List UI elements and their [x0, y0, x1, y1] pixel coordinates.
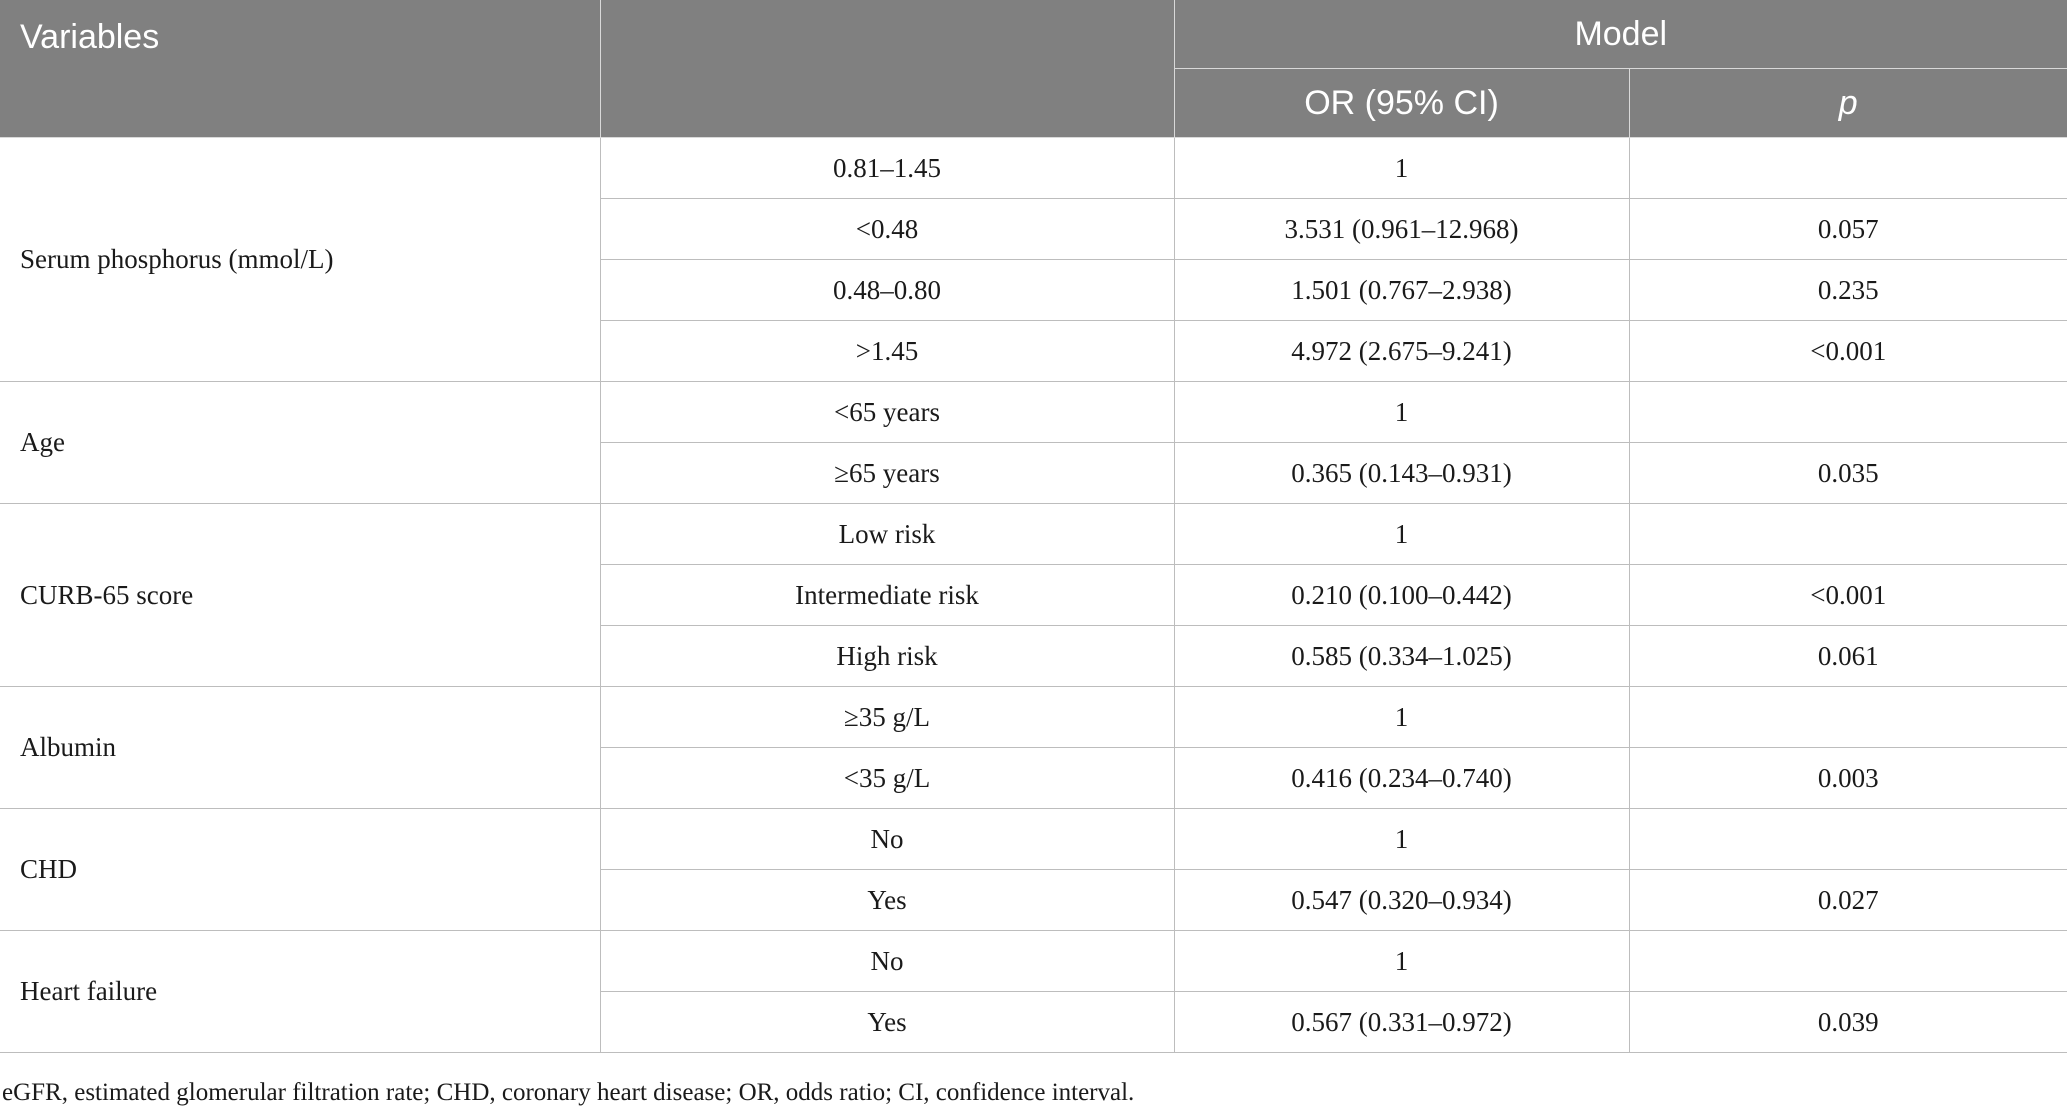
level-cell: >1.45 — [600, 321, 1174, 382]
level-cell: No — [600, 809, 1174, 870]
level-cell: No — [600, 931, 1174, 992]
p-value-cell: 0.035 — [1629, 443, 2067, 504]
level-cell: Intermediate risk — [600, 565, 1174, 626]
or-ci-cell: 1 — [1174, 504, 1629, 565]
or-ci-cell: 1 — [1174, 382, 1629, 443]
or-ci-cell: 0.547 (0.320–0.934) — [1174, 870, 1629, 931]
level-cell: <0.48 — [600, 199, 1174, 260]
p-value-cell — [1629, 138, 2067, 199]
level-cell: <65 years — [600, 382, 1174, 443]
header-p: p — [1629, 69, 2067, 138]
p-value-cell — [1629, 504, 2067, 565]
level-cell: ≥35 g/L — [600, 687, 1174, 748]
level-cell: Yes — [600, 992, 1174, 1053]
table-row — [0, 931, 2067, 992]
p-value-cell — [1629, 809, 2067, 870]
p-value-cell: 0.003 — [1629, 748, 2067, 809]
p-value-cell: 0.235 — [1629, 260, 2067, 321]
or-ci-cell: 0.567 (0.331–0.972) — [1174, 992, 1629, 1053]
or-ci-cell: 1 — [1174, 687, 1629, 748]
header-variables: Variables — [0, 0, 600, 138]
variable-name: Serum phosphorus (mmol/L) — [0, 138, 600, 382]
table-footnote: eGFR, estimated glomerular filtration rate; CHD, coronary heart disease; OR, odds ratio; CI, confidence interval. — [2, 1079, 1135, 1106]
table-row — [0, 382, 2067, 443]
variable-name: Age — [0, 382, 600, 504]
level-cell: 0.48–0.80 — [600, 260, 1174, 321]
level-cell: <35 g/L — [600, 748, 1174, 809]
p-value-cell: 0.027 — [1629, 870, 2067, 931]
level-cell: High risk — [600, 626, 1174, 687]
variable-name: Heart failure — [0, 931, 600, 1053]
variable-name: CURB-65 score — [0, 504, 600, 687]
header-or-ci: OR (95% CI) — [1174, 69, 1629, 138]
or-ci-cell: 0.365 (0.143–0.931) — [1174, 443, 1629, 504]
level-cell: 0.81–1.45 — [600, 138, 1174, 199]
variable-name: Albumin — [0, 687, 600, 809]
table-row — [0, 809, 2067, 870]
or-ci-cell: 1 — [1174, 809, 1629, 870]
level-cell: Yes — [600, 870, 1174, 931]
or-ci-cell: 0.585 (0.334–1.025) — [1174, 626, 1629, 687]
p-value-cell: 0.057 — [1629, 199, 2067, 260]
or-ci-cell: 1.501 (0.767–2.938) — [1174, 260, 1629, 321]
p-value-cell — [1629, 687, 2067, 748]
header-model: Model — [1174, 0, 2067, 69]
p-value-cell: 0.061 — [1629, 626, 2067, 687]
p-value-cell: <0.001 — [1629, 565, 2067, 626]
table-header — [0, 0, 2067, 138]
table-row — [0, 504, 2067, 565]
or-ci-cell: 1 — [1174, 138, 1629, 199]
or-ci-cell: 0.416 (0.234–0.740) — [1174, 748, 1629, 809]
or-ci-cell: 1 — [1174, 931, 1629, 992]
header-level-blank — [600, 0, 1174, 138]
p-value-cell — [1629, 931, 2067, 992]
p-value-cell: <0.001 — [1629, 321, 2067, 382]
or-ci-cell: 0.210 (0.100–0.442) — [1174, 565, 1629, 626]
table-body — [0, 138, 2067, 1053]
p-value-cell: 0.039 — [1629, 992, 2067, 1053]
level-cell: Low risk — [600, 504, 1174, 565]
or-ci-cell: 3.531 (0.961–12.968) — [1174, 199, 1629, 260]
level-cell: ≥65 years — [600, 443, 1174, 504]
p-value-cell — [1629, 382, 2067, 443]
table-row — [0, 687, 2067, 748]
or-ci-cell: 4.972 (2.675–9.241) — [1174, 321, 1629, 382]
variable-name: CHD — [0, 809, 600, 931]
table-row — [0, 138, 2067, 199]
